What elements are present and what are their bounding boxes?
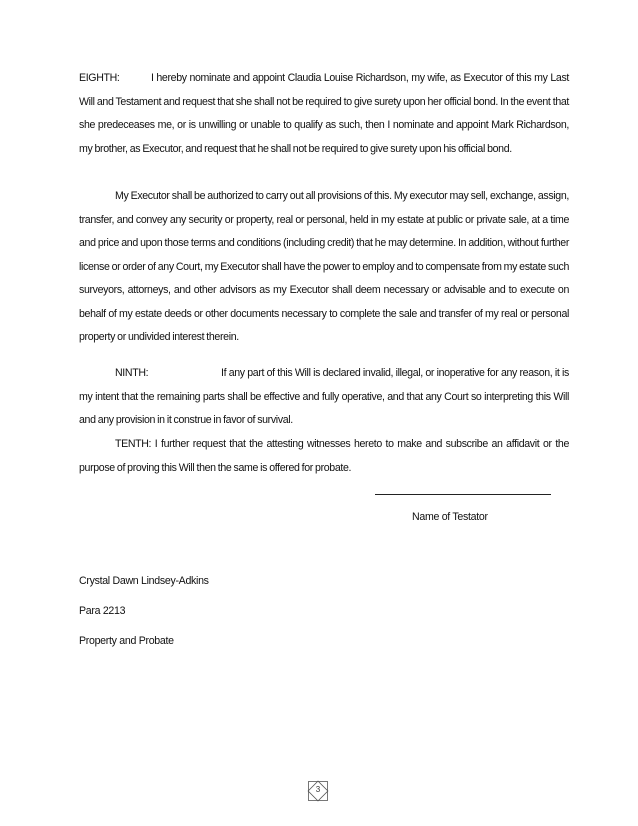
course-subject: Property and Probate (79, 635, 174, 647)
ninth-label: NINTH: (115, 367, 149, 379)
signature-label: Name of Testator (412, 511, 488, 523)
eighth-text: I hereby nominate and appoint Claudia Louise Richardson, my wife, as Executor of this my Last Will and Testament and request that she shall not be required to give surety upon her official bond. In the event that she predeceases me, or is unwilling or unable to qualify as such, then I nominate and appoint Mark Richardson, my brother, as Executor, and request that he shall not be required to give surety upon his official bond. (79, 72, 569, 155)
ninth-text: If any part of this Will is declared invalid, illegal, or inoperative for any reason, it is my intent that the remaining parts shall be effective and fully operative, and that any Court so interpreting this Will and any provision in it construe in favor of survival. (79, 367, 569, 426)
course-code: Para 2213 (79, 605, 126, 617)
signature-line (375, 494, 551, 495)
eighth-label: EIGHTH: (79, 72, 120, 84)
paragraph-tenth: TENTH: I further request that the attesting witnesses hereto to make and subscribe an affidavit or the purpose of proving this Will then the same is offered for probate. (79, 438, 569, 474)
paragraph-executor-powers: My Executor shall be authorized to carry out all provisions of this. My executor may sell, exchange, assign, transfer, and convey any security or property, real or personal, held in my estate at public or private sale, at a time and price and upon those terms and conditions (including credit) that he may determine. In addition, without further license or order of any Court, my Executor shall have the power to employ and to compensate from my estate such surveyors, attorneys, and other advisors as my Executor shall deem necessary or advisable and to execute on behalf of my estate deeds or other documents necessary to complete the sale and transfer of my real or personal property or undivided interest therein. (79, 190, 569, 343)
paragraph-eighth (79, 67, 569, 161)
author-name: Crystal Dawn Lindsey-Adkins (79, 575, 209, 587)
paragraph-ninth (79, 362, 569, 433)
page-number-badge (307, 780, 329, 802)
page-number: 3 (315, 785, 321, 794)
